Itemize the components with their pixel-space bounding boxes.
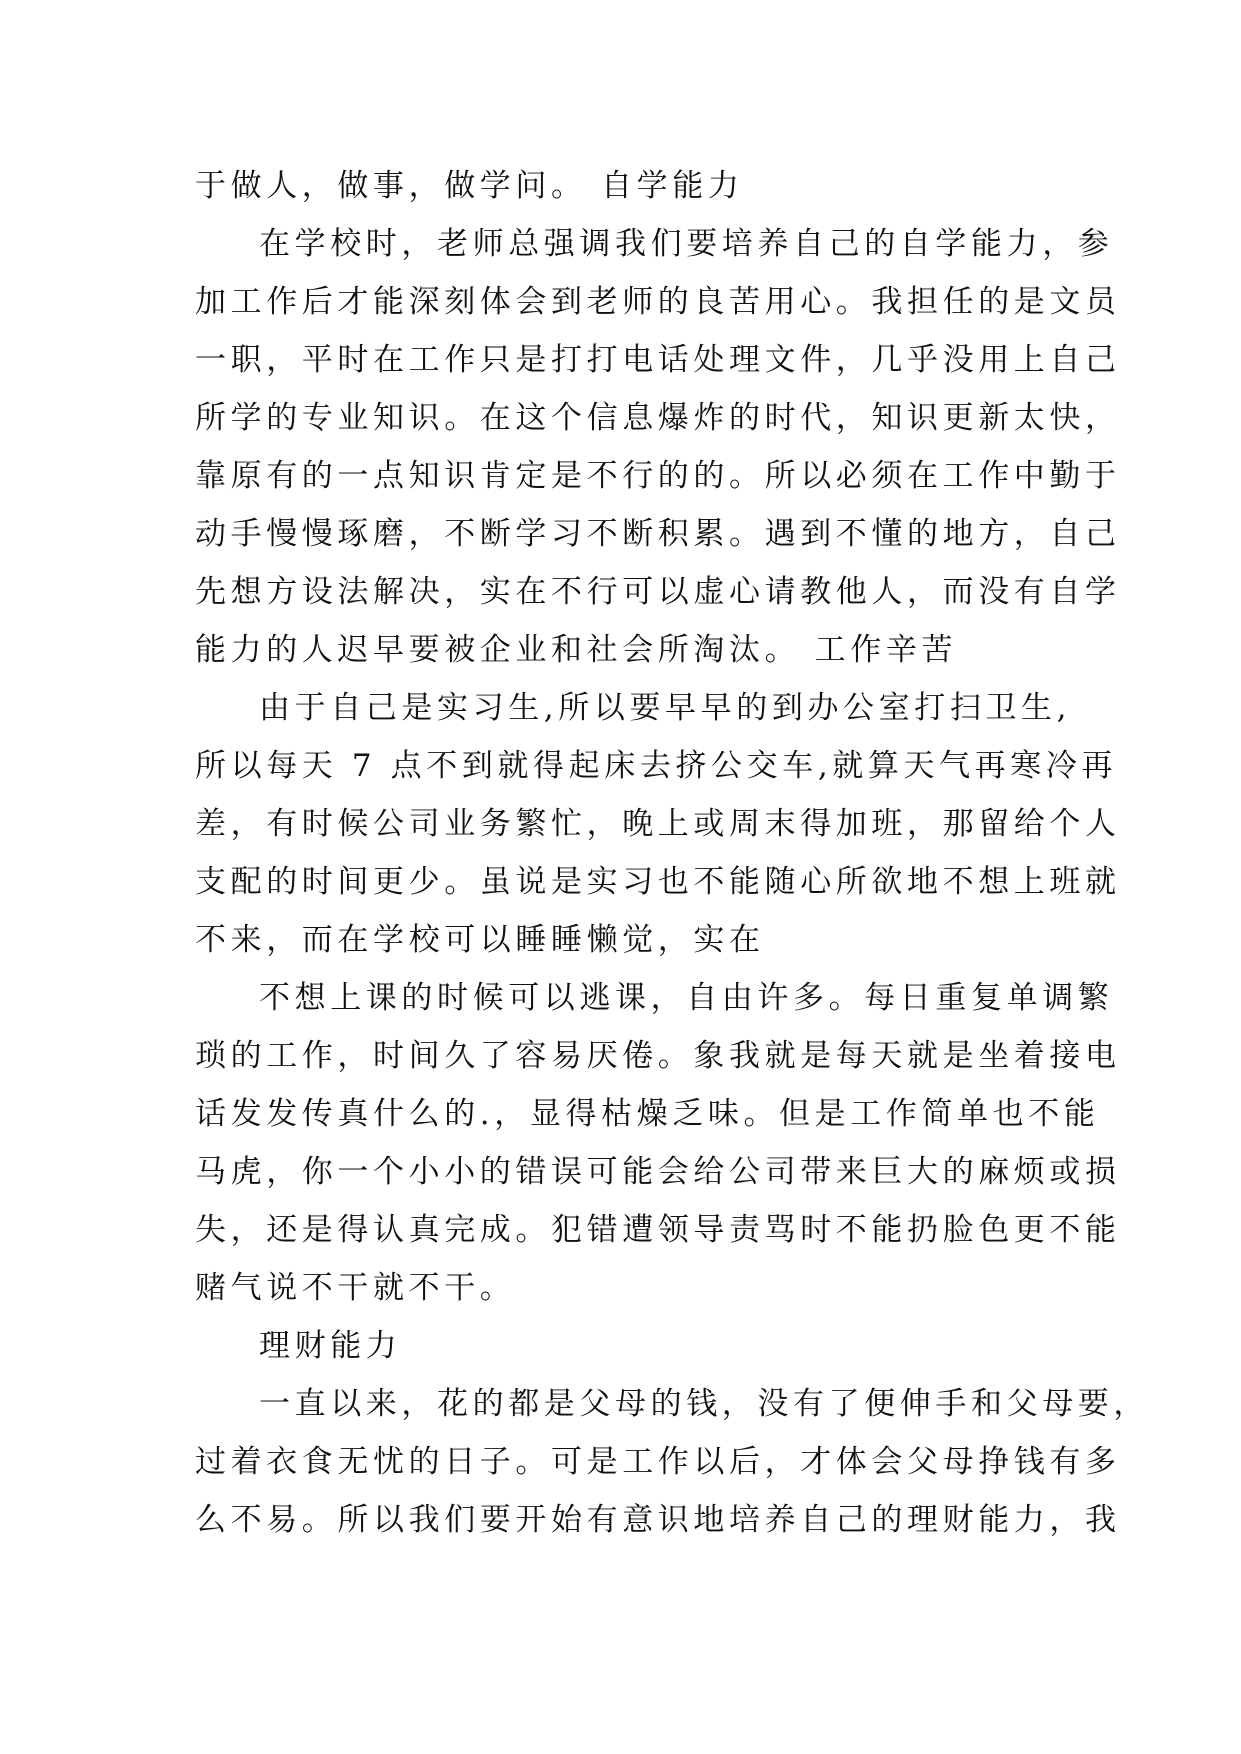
text-line-10: 由于自己是实习生,所以要早早的到办公室打扫卫生, xyxy=(259,690,1072,726)
text-line-14: 不来，而在学校可以睡睡懒觉，实在 xyxy=(195,922,765,958)
text-line-9: 能力的人迟早要被企业和社会所淘汰。 工作辛苦 xyxy=(195,632,958,668)
text-line-20: 赌气说不干就不干。 xyxy=(195,1270,516,1306)
text-line-18: 马虎，你一个小小的错误可能会给公司带来巨大的麻烦或损 xyxy=(195,1154,1121,1190)
text-line-1: 于做人，做事，做学问。 自学能力 xyxy=(195,168,744,204)
text-line-5: 所学的专业知识。在这个信息爆炸的时代，知识更新太快， xyxy=(195,400,1121,436)
text-line-6: 靠原有的一点知识肯定是不行的的。所以必须在工作中勤于 xyxy=(195,458,1121,494)
text-line-19: 失，还是得认真完成。犯错遭领导责骂时不能扔脸色更不能 xyxy=(195,1212,1121,1248)
text-line-22: 一直以来，花的都是父母的钱，没有了便伸手和父母要， xyxy=(259,1386,1149,1422)
text-line-2: 在学校时，老师总强调我们要培养自己的自学能力，参 xyxy=(259,226,1114,262)
text-line-24: 么不易。所以我们要开始有意识地培养自己的理财能力，我 xyxy=(195,1502,1121,1538)
text-line-8: 先想方设法解决，实在不行可以虚心请教他人，而没有自学 xyxy=(195,574,1121,610)
text-line-7: 动手慢慢琢磨，不断学习不断积累。遇到不懂的地方，自己 xyxy=(195,516,1121,552)
text-line-12: 差，有时候公司业务繁忙，晚上或周末得加班，那留给个人 xyxy=(195,806,1121,842)
text-line-3: 加工作后才能深刻体会到老师的良苦用心。我担任的是文员 xyxy=(195,284,1121,320)
text-line-23: 过着衣食无忧的日子。可是工作以后，才体会父母挣钱有多 xyxy=(195,1444,1121,1480)
text-line-15: 不想上课的时候可以逃课，自由许多。每日重复单调繁 xyxy=(259,980,1114,1016)
text-line-16: 琐的工作，时间久了容易厌倦。象我就是每天就是坐着接电 xyxy=(195,1038,1121,1074)
section-heading-finance: 理财能力 xyxy=(259,1328,402,1364)
text-line-11: 所以每天 7 点不到就得起床去挤公交车,就算天气再寒冷再 xyxy=(195,748,1118,784)
text-line-13: 支配的时间更少。虽说是实习也不能随心所欲地不想上班就 xyxy=(195,864,1121,900)
text-line-4: 一职，平时在工作只是打打电话处理文件，几乎没用上自己 xyxy=(195,342,1121,378)
text-line-17: 话发发传真什么的.，显得枯燥乏味。但是工作简单也不能 xyxy=(195,1096,1100,1132)
